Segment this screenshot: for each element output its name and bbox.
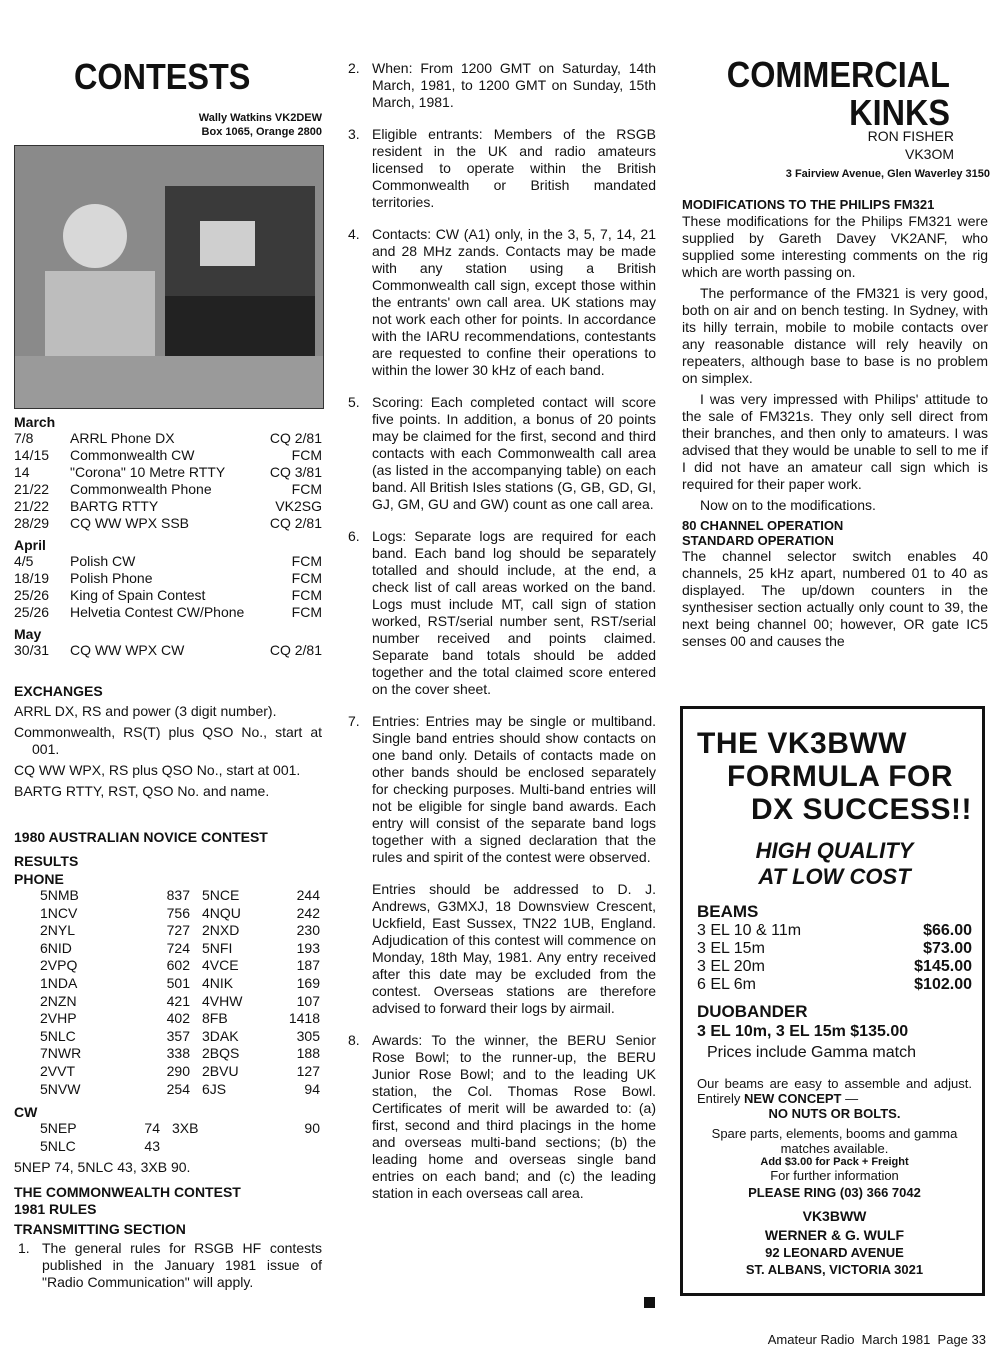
result-callsign: 1NCV — [40, 904, 78, 921]
result-callsign: 5NMB — [40, 887, 79, 903]
rule-text: Logs: Separate logs are required for each band. Each band log should be separately totalled and should include, at the end, a check list of call areas worked on the band. Logs must include MT, call sign of station worked, RST/serial number sent, RST/serial number received and points claimed. Separate band totals should be added together and the total claimed score entered on the cover sheet. — [372, 528, 656, 697]
calendar-row — [14, 553, 322, 570]
result-callsign: 3XB — [172, 1120, 199, 1137]
calendar-date: 18/19 — [14, 570, 50, 586]
kinks-para: These modifications for the Philips FM321 were supplied by Gareth Davey VK2ANF, who supplied some interesting comments on the rig which are worth passing on. — [682, 213, 988, 280]
result-score: 244 — [296, 887, 320, 903]
result-callsign: 3DAK — [202, 1027, 239, 1044]
result-row — [40, 1120, 320, 1138]
result-callsign: 5NEP — [40, 1120, 77, 1137]
calendar-src: VK2SG — [275, 498, 322, 514]
calendar-name: Commonwealth Phone — [70, 481, 212, 497]
result-row — [40, 1010, 320, 1028]
result-row — [40, 1063, 320, 1081]
kinks-heading3: STANDARD OPERATION — [682, 533, 834, 548]
calendar-name: CQ WW WPX CW — [70, 642, 185, 658]
result-score: 724 — [166, 939, 190, 956]
calendar-date: 25/26 — [14, 587, 50, 603]
calendar-row — [14, 570, 322, 587]
result-score: 338 — [166, 1045, 190, 1062]
calendar-name: King of Spain Contest — [70, 587, 206, 603]
exchange-item: Commonwealth, RS(T) plus QSO No., start at 001. — [14, 724, 322, 757]
ad-freight: Add $3.00 for Pack + Freight — [760, 1156, 909, 1168]
rule-number: 5. — [348, 394, 360, 410]
beam-item: 3 EL 20m — [697, 958, 765, 975]
calendar-name: CQ WW WPX SSB — [70, 515, 189, 531]
result-callsign: 2BQS — [202, 1045, 240, 1062]
beams-heading: BEAMS — [697, 902, 759, 921]
duobander-heading: DUOBANDER — [697, 1002, 808, 1021]
kinks-para: The channel selector switch enables 40 channels, 25 kHz apart, numbered 01 to 40 as displayed. The up/down counters in the synthesiser section actually only count to 39, the next being channel 00; however, OR gate IC5 senses 00 and causes the — [682, 548, 988, 649]
result-callsign: 2VVT — [40, 1062, 76, 1079]
result-score: 169 — [296, 974, 320, 991]
result-score: 756 — [166, 904, 190, 921]
month-heading: May — [14, 626, 42, 642]
exchange-item: ARRL DX, RS and power (3 digit number). — [14, 703, 277, 719]
calendar-row — [14, 447, 322, 464]
calendar-name: Helvetia Contest CW/Phone — [70, 604, 245, 620]
ad-line2: FORMULA FOR — [727, 760, 954, 793]
end-mark — [644, 1297, 655, 1308]
ad-spare: Spare parts, elements, booms and gamma matches available. — [711, 1126, 958, 1156]
calendar-src: FCM — [291, 587, 322, 603]
result-row — [40, 1028, 320, 1046]
result-callsign: 4NIK — [202, 974, 234, 991]
contests-byline — [134, 111, 322, 139]
calendar-name: BARTG RTTY — [70, 498, 159, 514]
ad-street: 92 LEONARD AVENUE — [765, 1245, 904, 1260]
beams-list — [697, 922, 972, 994]
rule-text: When: From 1200 GMT on Saturday, 14th March, 1981, to 1200 GMT on Sunday, 15th March, 1981. — [372, 60, 656, 110]
result-row — [40, 975, 320, 993]
cw-summary: 5NEP 74, 5NLC 43, 3XB 90. — [14, 1159, 191, 1176]
kinks-byline — [868, 127, 954, 163]
rule-item — [344, 226, 656, 379]
result-score: 837 — [166, 887, 190, 903]
result-callsign: 2BVU — [202, 1062, 239, 1079]
rule-number: 6. — [348, 528, 360, 544]
calendar-date: 14 — [14, 464, 30, 480]
kinks-para: The performance of the FM321 is very good, both on air and on bench testing. In Sydney, with its hilly terrain, mobile to mobile contacts over any reasonable distance will rely heavily on repeaters, although base to base is no problem on simplex. — [682, 285, 988, 386]
ad-further: For further information — [770, 1168, 899, 1183]
calendar-src: FCM — [291, 604, 322, 620]
beam-row — [697, 958, 972, 976]
ad-line3: DX SUCCESS!! — [750, 793, 972, 826]
page-footer: Amateur Radio March 1981 Page 33 — [767, 1332, 986, 1347]
result-callsign: 8FB — [202, 1010, 228, 1027]
rule-text: Scoring: Each completed contact will score five points. In addition, a bonus of 20 points may be claimed for the first, second and third contacts with each Commonwealth call area (as listed in the accompanying table) on each band. All British Isles stations (G, GB, GD, GI, GJ, GM, GU and GW) count as one call area. — [372, 394, 656, 512]
result-callsign: 4NQU — [202, 904, 241, 921]
rule-number: 4. — [348, 226, 360, 242]
ad-city: ST. ALBANS, VICTORIA 3021 — [745, 1262, 924, 1277]
rule-number: 1. — [18, 1240, 30, 1257]
calendar-src: CQ 3/81 — [269, 464, 322, 480]
result-score: 74 — [144, 1120, 160, 1137]
kinks-call: VK3OM — [904, 146, 954, 162]
result-callsign: 6NID — [40, 939, 72, 956]
rule-item — [344, 1032, 656, 1202]
kinks-para: Now on to the modifications. — [700, 497, 876, 513]
calendar-src: FCM — [291, 553, 322, 569]
result-score: 188 — [296, 1045, 320, 1062]
result-callsign: 2NXD — [202, 922, 240, 939]
result-score: 727 — [166, 922, 190, 939]
result-callsign: 7NWR — [40, 1045, 82, 1062]
rule-number: 7. — [348, 713, 360, 729]
rule-text: Eligible entrants: Members of the RSGB resident in the UK and radio amateurs licensed to operate within the British Commonwealth or British mandated territories. — [372, 126, 656, 210]
result-row — [40, 957, 320, 975]
calendar-row — [14, 481, 322, 498]
calendar-row — [14, 587, 322, 604]
result-callsign: 4VHW — [202, 992, 243, 1009]
rule-number: 8. — [348, 1032, 360, 1048]
novice-results — [14, 829, 322, 1291]
rule-number: 3. — [348, 126, 360, 142]
beam-row — [697, 922, 972, 940]
commonwealth-heading: THE COMMONWEALTH CONTEST — [14, 1184, 241, 1201]
author-photo — [14, 145, 324, 409]
calendar-row — [14, 515, 322, 532]
result-row — [40, 887, 320, 905]
result-row — [40, 905, 320, 923]
result-callsign: 5NVW — [40, 1080, 81, 1097]
result-row — [40, 1138, 320, 1156]
beam-row — [697, 976, 972, 994]
calendar-src: FCM — [291, 570, 322, 586]
beam-item: 3 EL 15m — [697, 940, 765, 957]
rule-text: Entries: Entries may be single or multiband. Single band entries should show contacts on one band only. Details of contacts made on other bands should be enclosed separately for checking purposes. Multi-band entries will not be eligible for single band awards. Each entry will consist of the separate band logs together with a signed declaration that the rules and spirit of the contest were observed. — [372, 713, 656, 865]
result-score: 602 — [166, 957, 190, 974]
calendar-row — [14, 604, 322, 621]
beam-row — [697, 940, 972, 958]
result-score — [260, 1138, 320, 1156]
result-row — [40, 993, 320, 1011]
cw-heading: CW — [14, 1104, 38, 1121]
calendar-row — [14, 464, 322, 481]
calendar-date: 21/22 — [14, 498, 50, 514]
result-callsign: 1NDA — [40, 974, 78, 991]
result-callsign: 2VPQ — [40, 957, 78, 974]
photo-illustration — [15, 146, 323, 408]
kinks-heading2: 80 CHANNEL OPERATION — [682, 518, 844, 533]
calendar-src: FCM — [291, 481, 322, 497]
exchanges-heading: EXCHANGES — [14, 683, 103, 699]
calendar-src: CQ 2/81 — [269, 642, 322, 658]
calendar-name: "Corona" 10 Metre RTTY — [70, 464, 226, 480]
result-score: 1418 — [288, 1010, 320, 1027]
contests-title: CONTESTS — [74, 56, 251, 97]
result-score: 305 — [296, 1027, 320, 1044]
ad-names: WERNER & G. WULF — [764, 1227, 905, 1243]
result-score: 107 — [296, 992, 320, 1009]
kinks-body — [682, 197, 988, 650]
calendar-date: 14/15 — [14, 447, 50, 463]
result-callsign: 2NZN — [40, 992, 77, 1009]
ad-dash: — — [841, 1091, 859, 1106]
result-score: 193 — [296, 939, 320, 956]
rule-item — [344, 126, 656, 211]
address: Box 1065, Orange 2800 — [201, 126, 322, 138]
calendar-name: Polish CW — [70, 553, 136, 569]
rule-number: 2. — [348, 60, 360, 76]
ad-line1: THE VK3BWW — [697, 727, 907, 760]
calendar-date: 25/26 — [14, 604, 50, 620]
result-row — [40, 1081, 320, 1099]
calendar-name: ARRL Phone DX — [70, 430, 175, 446]
result-callsign: 5NFI — [202, 939, 233, 956]
result-score: 230 — [296, 922, 320, 939]
result-callsign: 4VCE — [202, 957, 239, 974]
calendar-src: FCM — [291, 447, 322, 463]
novice-heading: 1980 AUSTRALIAN NOVICE CONTEST — [14, 829, 268, 845]
beam-item: 3 EL 10 & 11m — [697, 922, 802, 939]
month-heading: April — [14, 537, 46, 553]
rule-item — [344, 528, 656, 698]
beam-price: $66.00 — [923, 922, 972, 939]
calendar-row — [14, 642, 322, 659]
gamma-note: Prices include Gamma match — [707, 1044, 916, 1061]
result-score: 43 — [144, 1137, 160, 1154]
transmitting-heading: TRANSMITTING SECTION — [14, 1221, 186, 1238]
result-row — [40, 922, 320, 940]
calendar-name: Polish Phone — [70, 570, 153, 586]
month-heading: March — [14, 414, 56, 430]
rule-item — [344, 713, 656, 866]
calendar-src: CQ 2/81 — [269, 515, 322, 531]
beam-price: $73.00 — [923, 940, 972, 957]
ad-no-nuts: NO NUTS OR BOLTS. — [768, 1106, 901, 1121]
rule-text: The general rules for RSGB HF contests published in the January 1981 issue of "Radio Communication" will apply. — [42, 1240, 322, 1291]
ad-sub1: HIGH QUALITY — [755, 838, 914, 863]
phone-results-table — [40, 887, 320, 1098]
kinks-title-line1: COMMERCIAL — [726, 54, 950, 95]
result-score: 501 — [166, 974, 190, 991]
result-score: 127 — [296, 1062, 320, 1079]
ad-new-concept: NEW CONCEPT — [743, 1091, 842, 1106]
result-callsign: 5NCE — [202, 887, 240, 903]
result-score: 254 — [166, 1080, 190, 1097]
calendar-date: 21/22 — [14, 481, 50, 497]
rule-item — [344, 394, 656, 513]
phone-heading: PHONE — [14, 871, 64, 887]
rule-text: Entries should be addressed to D. J. Andrews, G3MXJ, 18 Downsview Crescent, Uckfield, East Sussex, TN22 1UB, England. Adjudication of this contest will commence on Monday, 18th May, 1981. Any entry received after this date may be excluded from the contest. Overseas stations are therefore advised to forward their logs by airmail. — [372, 881, 656, 1016]
ad-sub2: AT LOW COST — [758, 864, 911, 889]
calendar-date: 4/5 — [14, 553, 34, 569]
rule-item — [344, 60, 656, 111]
calendar-row — [14, 430, 322, 447]
rule-list — [344, 60, 656, 1217]
calendar-date: 30/31 — [14, 642, 50, 658]
result-score: 187 — [296, 957, 320, 974]
kinks-title-line2: KINKS — [849, 92, 950, 133]
kinks-heading1: MODIFICATIONS TO THE PHILIPS FM321 — [682, 197, 935, 212]
kinks-author: RON FISHER — [867, 128, 954, 144]
calendar-row — [14, 498, 322, 515]
results-heading: RESULTS — [14, 853, 79, 869]
rule-text: Contacts: CW (A1) only, in the 3, 5, 7, 14, 21 and 28 MHz zands. Contacts may be made with any station using a British Commonwealth call sign, except those within the entrants' own call area. UK stations may not work each other for points. In accordance with the IARU recommendations, contestants are requested to confine their operations to within the lower 30 kHz of each band. — [372, 226, 656, 378]
kinks-address: 3 Fairview Avenue, Glen Waverley 3150 — [785, 168, 990, 180]
exchanges-section — [14, 683, 322, 800]
calendar-months — [14, 414, 322, 659]
calendar-name: Commonwealth CW — [70, 447, 195, 463]
result-row — [40, 1045, 320, 1063]
ad-easy — [697, 1076, 972, 1121]
ad-phone: PLEASE RING (03) 366 7042 — [748, 1185, 921, 1200]
result-callsign: 6JS — [202, 1080, 227, 1097]
result-score: 94 — [304, 1080, 320, 1097]
calendar-src: CQ 2/81 — [269, 430, 322, 446]
result-callsign: 5NLC — [40, 1027, 76, 1044]
result-callsign: 2NYL — [40, 922, 76, 939]
duobander-price: 3 EL 10m, 3 EL 15m $135.00 — [697, 1023, 909, 1040]
rule-item — [344, 881, 656, 1017]
exchange-item: CQ WW WPX, RS plus QSO No., start at 001. — [14, 762, 301, 778]
ad-easy-text: Our beams are easy to assemble and adjust. Entirely — [697, 1076, 972, 1106]
calendar-date: 7/8 — [14, 430, 34, 446]
author: Wally Watkins VK2DEW — [198, 112, 322, 124]
kinks-para: I was very impressed with Philips' attitude to the sale of FM321s. They only sell direct from their branches, and then only to amateurs. I was advised that they would be unable to sell to me if I did not have an amateur call sign which is required for their paper work. — [682, 391, 988, 492]
rule-list-start — [14, 1240, 322, 1291]
result-row — [40, 940, 320, 958]
rule-item — [14, 1240, 322, 1291]
result-score: 242 — [296, 904, 320, 921]
ad-call: VK3BWW — [802, 1208, 867, 1224]
rule-text: Awards: To the winner, the BERU Senior Rose Bowl; to the runner-up, the BERU Junior Rose Bowl; and to the leading UK station, the Col. Thomas Rose Bowl. Certificates of merit will be awarded to: (a) first, second and third placings in the home and overseas multi-band sections; (b) the leading home and overseas single band entries on each band; and (c) the leading station in each overseas call area. — [372, 1032, 656, 1201]
beam-item: 6 EL 6m — [697, 976, 756, 993]
result-score: 90 — [304, 1120, 320, 1137]
result-callsign — [160, 1138, 260, 1156]
contest-calendar — [14, 414, 322, 659]
beam-price: $102.00 — [914, 976, 972, 993]
result-score: 357 — [166, 1027, 190, 1044]
result-score: 402 — [166, 1010, 190, 1027]
result-callsign: 5NLC — [40, 1137, 76, 1154]
result-score: 290 — [166, 1062, 190, 1079]
exchange-item: BARTG RTTY, RST, QSO No. and name. — [14, 783, 270, 799]
rules-heading: 1981 RULES — [14, 1201, 97, 1218]
result-callsign: 2VHP — [40, 1010, 77, 1027]
cw-results-table — [40, 1120, 320, 1155]
kinks-title — [727, 56, 950, 132]
result-score: 421 — [166, 992, 190, 1009]
calendar-date: 28/29 — [14, 515, 50, 531]
vk3bww-advert — [680, 706, 985, 1296]
beam-price: $145.00 — [914, 958, 972, 975]
